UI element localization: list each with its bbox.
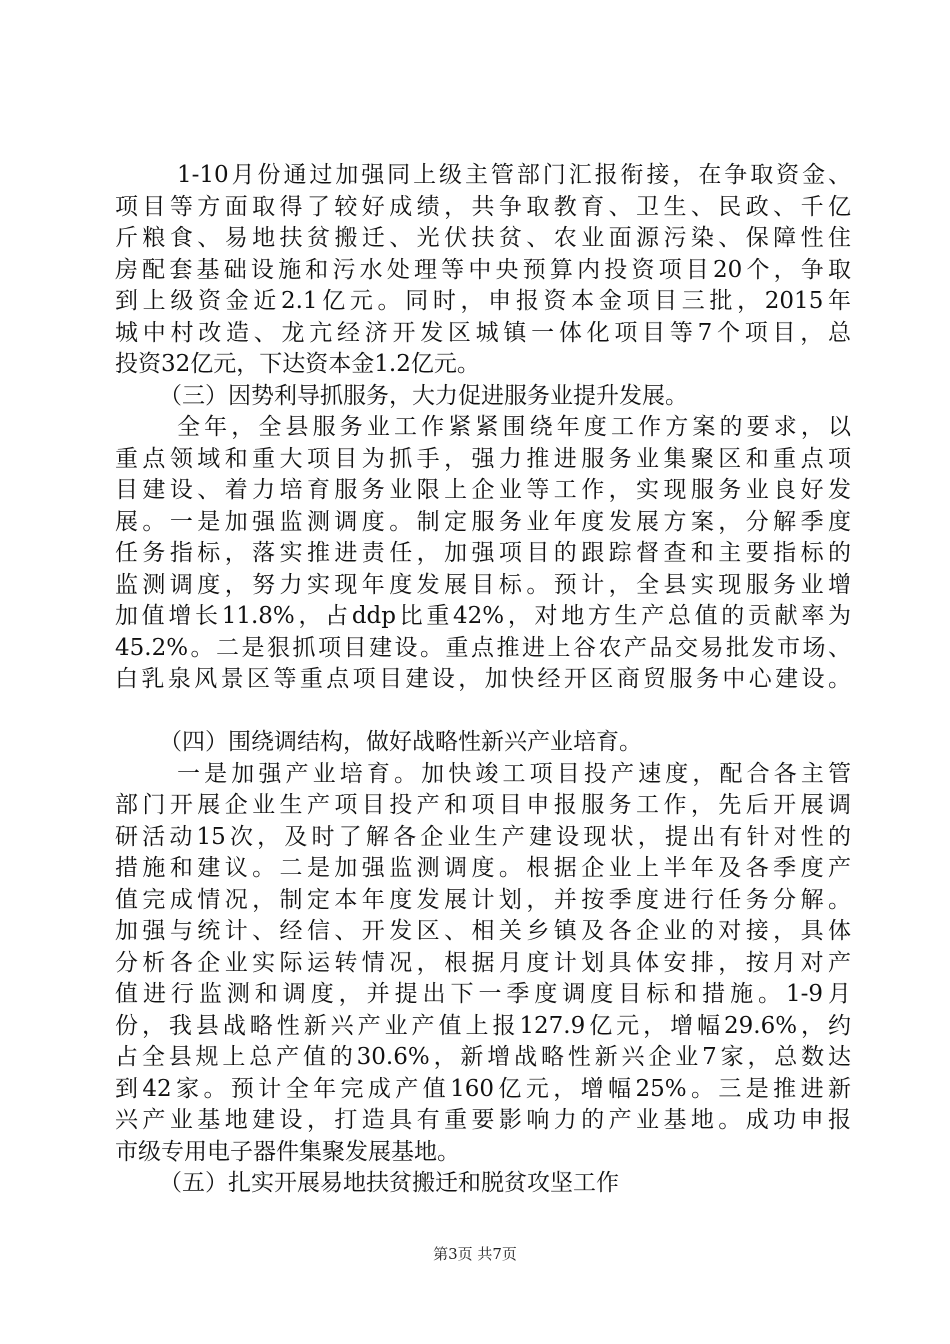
paragraph-line: 45.2%。二是狠抓项目建设。重点推进上谷农产品交易批发市场、 <box>115 634 851 661</box>
paragraph-line: 分析各企业实际运转情况，根据月度计划具体安排，按月对产 <box>115 949 851 976</box>
paragraph-line: 项目等方面取得了较好成绩，共争取教育、卫生、民政、千亿 <box>115 193 851 220</box>
paragraph-line: 市级专用电子器件集聚发展基地。 <box>115 1138 460 1165</box>
paragraph-line: 任务指标，落实推进责任，加强项目的跟踪督查和主要指标的 <box>115 540 851 566</box>
paragraph-line: 加强与统计、经信、开发区、相关乡镇及各企业的对接，具体 <box>115 918 851 944</box>
paragraph-line: 一是加强产业培育。加快竣工项目投产速度，配合各主管 <box>177 760 851 787</box>
section-heading: （三）因势利导抓服务，大力促进服务业提升发展。 <box>159 382 688 409</box>
paragraph-line: 展。一是加强监测调度。制定服务业年度发展方案，分解季度 <box>115 508 851 535</box>
paragraph-line: 目建设、着力培育服务业限上企业等工作，实现服务业良好发 <box>115 477 851 503</box>
blank-line <box>115 696 851 728</box>
paragraph-line: 兴产业基地建设，打造具有重要影响力的产业基地。成功申报 <box>115 1107 851 1133</box>
section-heading: （四）围绕调结构，做好战略性新兴产业培育。 <box>159 729 642 755</box>
document-body <box>115 160 851 1200</box>
paragraph-line: 投资32亿元，下达资本金1.2亿元。 <box>115 351 480 377</box>
paragraph-line: 城中村改造、龙亢经济开发区城镇一体化项目等7个项目，总 <box>115 319 851 346</box>
paragraph-line: 监测调度，努力实现年度发展目标。预计，全县实现服务业增 <box>115 571 851 598</box>
paragraph-line: 值完成情况，制定本年度发展计划，并按季度进行任务分解。 <box>115 886 851 913</box>
paragraph-line: 到上级资金近2.1亿元。同时，申报资本金项目三批，2015年 <box>115 288 851 314</box>
paragraph-line: 研活动15次，及时了解各企业生产建设现状，提出有针对性的 <box>115 823 851 850</box>
paragraph-line: 部门开展企业生产项目投产和项目申报服务工作，先后开展调 <box>115 792 851 818</box>
paragraph-line: 到42家。预计全年完成产值160亿元，增幅25%。三是推进新 <box>115 1075 851 1102</box>
paragraph-line: 1-10月份通过加强同上级主管部门汇报衔接，在争取资金、 <box>177 162 851 188</box>
paragraph-line: 值进行监测和调度，并提出下一季度调度目标和措施。1-9月 <box>115 981 851 1007</box>
paragraph-line: 全年，全县服务业工作紧紧围绕年度工作方案的要求，以 <box>177 414 851 440</box>
paragraph-line: 白乳泉风景区等重点项目建设，加快经开区商贸服务中心建设。 <box>115 666 851 692</box>
paragraph-line: 房配套基础设施和污水处理等中央预算内投资项目20个，争取 <box>115 256 851 283</box>
page-footer: 第3页 共7页 <box>433 1245 517 1263</box>
paragraph-line: 份，我县战略性新兴产业产值上报127.9亿元，增幅29.6%，约 <box>115 1012 851 1039</box>
paragraph-line: 占全县规上总产值的30.6%，新增战略性新兴企业7家，总数达 <box>115 1044 851 1070</box>
paragraph-line: 加值增长11.8%，占ddp比重42%，对地方生产总值的贡献率为 <box>115 603 851 629</box>
paragraph-line: 措施和建议。二是加强监测调度。根据企业上半年及各季度产 <box>115 855 851 881</box>
section-heading: （五）扎实开展易地扶贫搬迁和脱贫攻坚工作 <box>159 1170 619 1196</box>
paragraph-line: 斤粮食、易地扶贫搬迁、光伏扶贫、农业面源污染、保障性住 <box>115 225 851 251</box>
paragraph-line: 重点领域和重大项目为抓手，强力推进服务业集聚区和重点项 <box>115 445 851 472</box>
